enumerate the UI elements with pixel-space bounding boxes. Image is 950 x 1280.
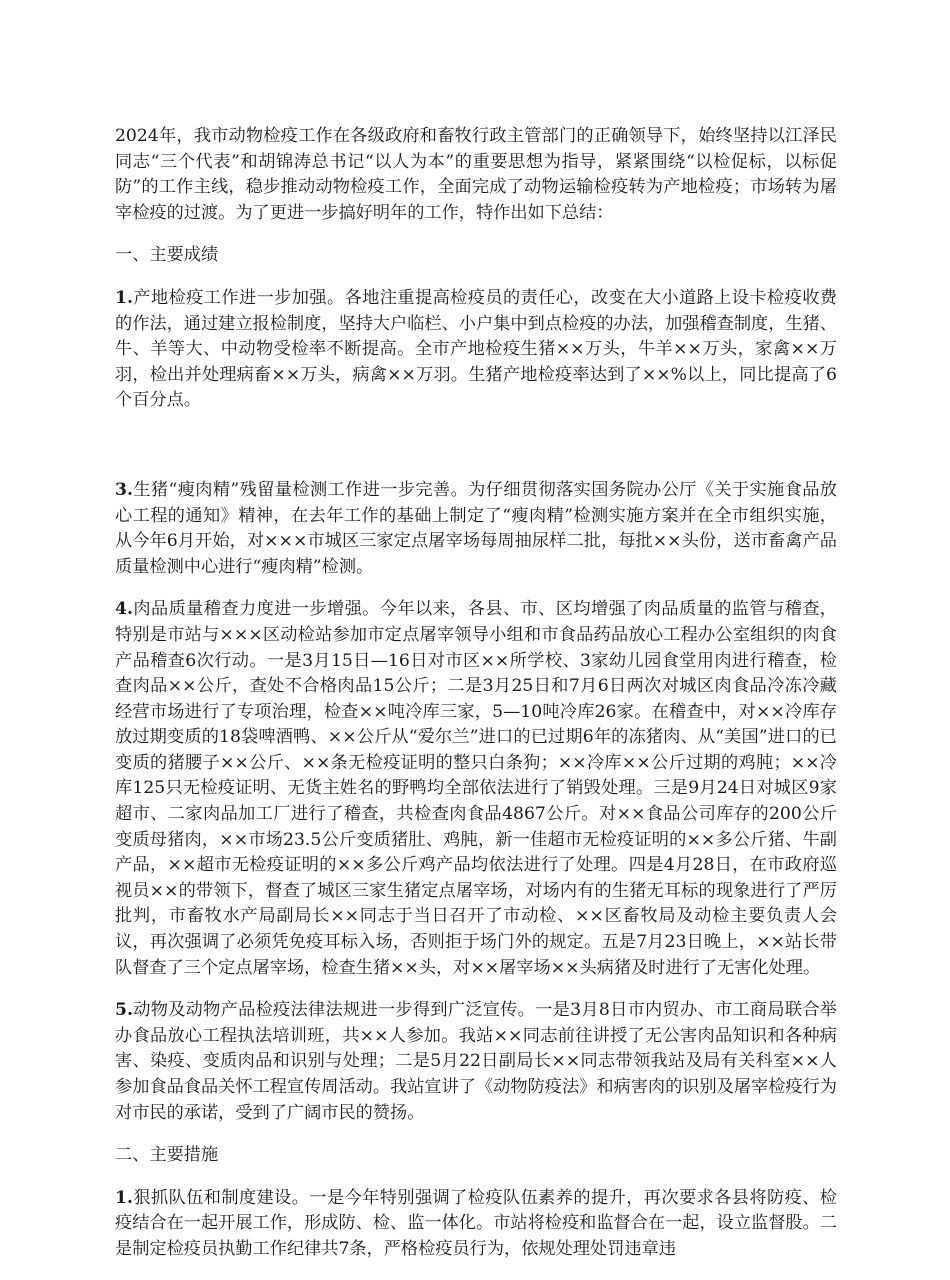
item-number: 1.	[115, 287, 133, 308]
blank-gap	[115, 431, 837, 478]
item-text: 产地检疫工作进一步加强。各地注重提高检疫员的责任心，改变在大小道路上设卡检疫收费的作法，通过建立报检制度，坚持大户临栏、小户集中到点检疫的办法，加强稽查制度，生猪、牛、羊等大、中动物受检率不断提高。全市产地检疫生猪××万头，牛羊××万头，家禽××万羽，检出并处理病畜××万头，病禽××万羽。生猪产地检疫率达到了××%以上，同比提高了6个百分点。	[115, 287, 837, 411]
section-1-item-4	[115, 597, 837, 981]
item-text: 狠抓队伍和制度建设。一是今年特别强调了检疫队伍素养的提升，再次要求各县将防疫、检疫结合在一起开展工作，形成防、检、监一体化。市站将检疫和监督合在一起，设立监督股。二是制定检疫员执勤工作纪律共7条，严格检疫员行为，依规处理处罚违章违	[115, 1187, 837, 1259]
section-1-item-5	[115, 998, 837, 1126]
section-1-heading: 一、主要成绩	[115, 245, 219, 266]
item-text: 生猪“瘦肉精”残留量检测工作进一步完善。为仔细贯彻落实国务院办公厅《关于实施食品放心工程的通知》精神，在去年工作的基础上制定了“瘦肉精”检测实施方案并在全市组织实施，从今年6月开始，对×××市城区三家定点屠宰场每周抽尿样二批，每批××头份，送市畜禽产品质量检测中心进行“瘦肉精”检测。	[115, 479, 837, 577]
item-number: 4.	[115, 599, 133, 620]
item-number: 5.	[115, 1000, 133, 1021]
item-text: 肉品质量稽查力度进一步增强。今年以来，各县、市、区均增强了肉品质量的监管与稽查，特别是市站与×××区动检站参加市定点屠宰领导小组和市食品药品放心工程办公室组织的肉食产品稽查6次行动。一是3月15日—16日对市区××所学校、3家幼儿园食堂用肉进行稽查，检查肉品××公斤，查处不合格肉品15公斤；二是3月25日和7月6日两次对城区肉食品冷冻冷藏经营市场进行了专项治理，检查××吨冷库三家，5—10吨冷库26家。在稽查中，对××冷库存放过期变质的18袋啤酒鸭、××公斤从“爱尔兰”进口的已过期6年的冻猪肉、从“美国”进口的已变质的猪腰子××公斤、××条无检疫证明的整只白条狗；××冷库××公斤过期的鸡肫；××冷库125只无检疫证明、无货主姓名的野鸭均全部依法进行了销毁处理。三是9月24日对城区9家超市、二家肉品加工厂进行了稽查，共检查肉食品4867公斤。对××食品公司库存的200公斤变质母猪肉，××市场23.5公斤变质猪肚、鸡肫，新一佳超市无检疫证明的××多公斤猪、牛副产品，××超市无检疫证明的××多公斤鸡产品均依法进行了处理。四是4月28日，在市政府巡视员××的带领下，督查了城区三家生猪定点屠宰场，对场内有的生猪无耳标的现象进行了严厉批判，市畜牧水产局副局长××同志于当日召开了市动检、××区畜牧局及动检主要负责人会议，再次强调了必须凭免疫耳标入场，否则拒于场门外的规定。五是7月23日晚上，××站长带队督查了三个定点屠宰场，检查生猪××头，对××屠宰场××头病猪及时进行了无害化处理。	[115, 599, 837, 978]
section-2-heading: 二、主要措施	[115, 1145, 219, 1166]
section-1-item-1	[115, 286, 837, 414]
section-1-item-3	[115, 478, 837, 580]
item-number: 1.	[115, 1187, 133, 1208]
intro-paragraph: 2024年，我市动物检疫工作在各级政府和畜牧行政主管部门的正确领导下，始终坚持以江泽民同志“三个代表”和胡锦涛总书记“以人为本”的重要思想为指导，紧紧围绕“以检促标，以标促防”的工作主线，稳步推动动物检疫工作，全面完成了动物运输检疫转为产地检疫；市场转为屠宰检疫的过渡。为了更进一步搞好明年的工作，特作出如下总结：	[115, 126, 837, 223]
item-text: 动物及动物产品检疫法律法规进一步得到广泛宣传。一是3月8日市内贸办、市工商局联合举办食品放心工程执法培训班，共××人参加。我站××同志前往讲授了无公害肉品知识和各种病害、染疫、变质肉品和识别与处理；二是5月22日副局长××同志带领我站及局有关科室××人参加食品食品关怀工程宣传周活动。我站宣讲了《动物防疫法》和病害肉的识别及屠宰检疫行为对市民的承诺，受到了广阔市民的赞扬。	[115, 1000, 837, 1123]
document-body	[115, 124, 837, 1280]
section-2-item-1	[115, 1186, 837, 1263]
item-number: 3.	[115, 479, 133, 500]
